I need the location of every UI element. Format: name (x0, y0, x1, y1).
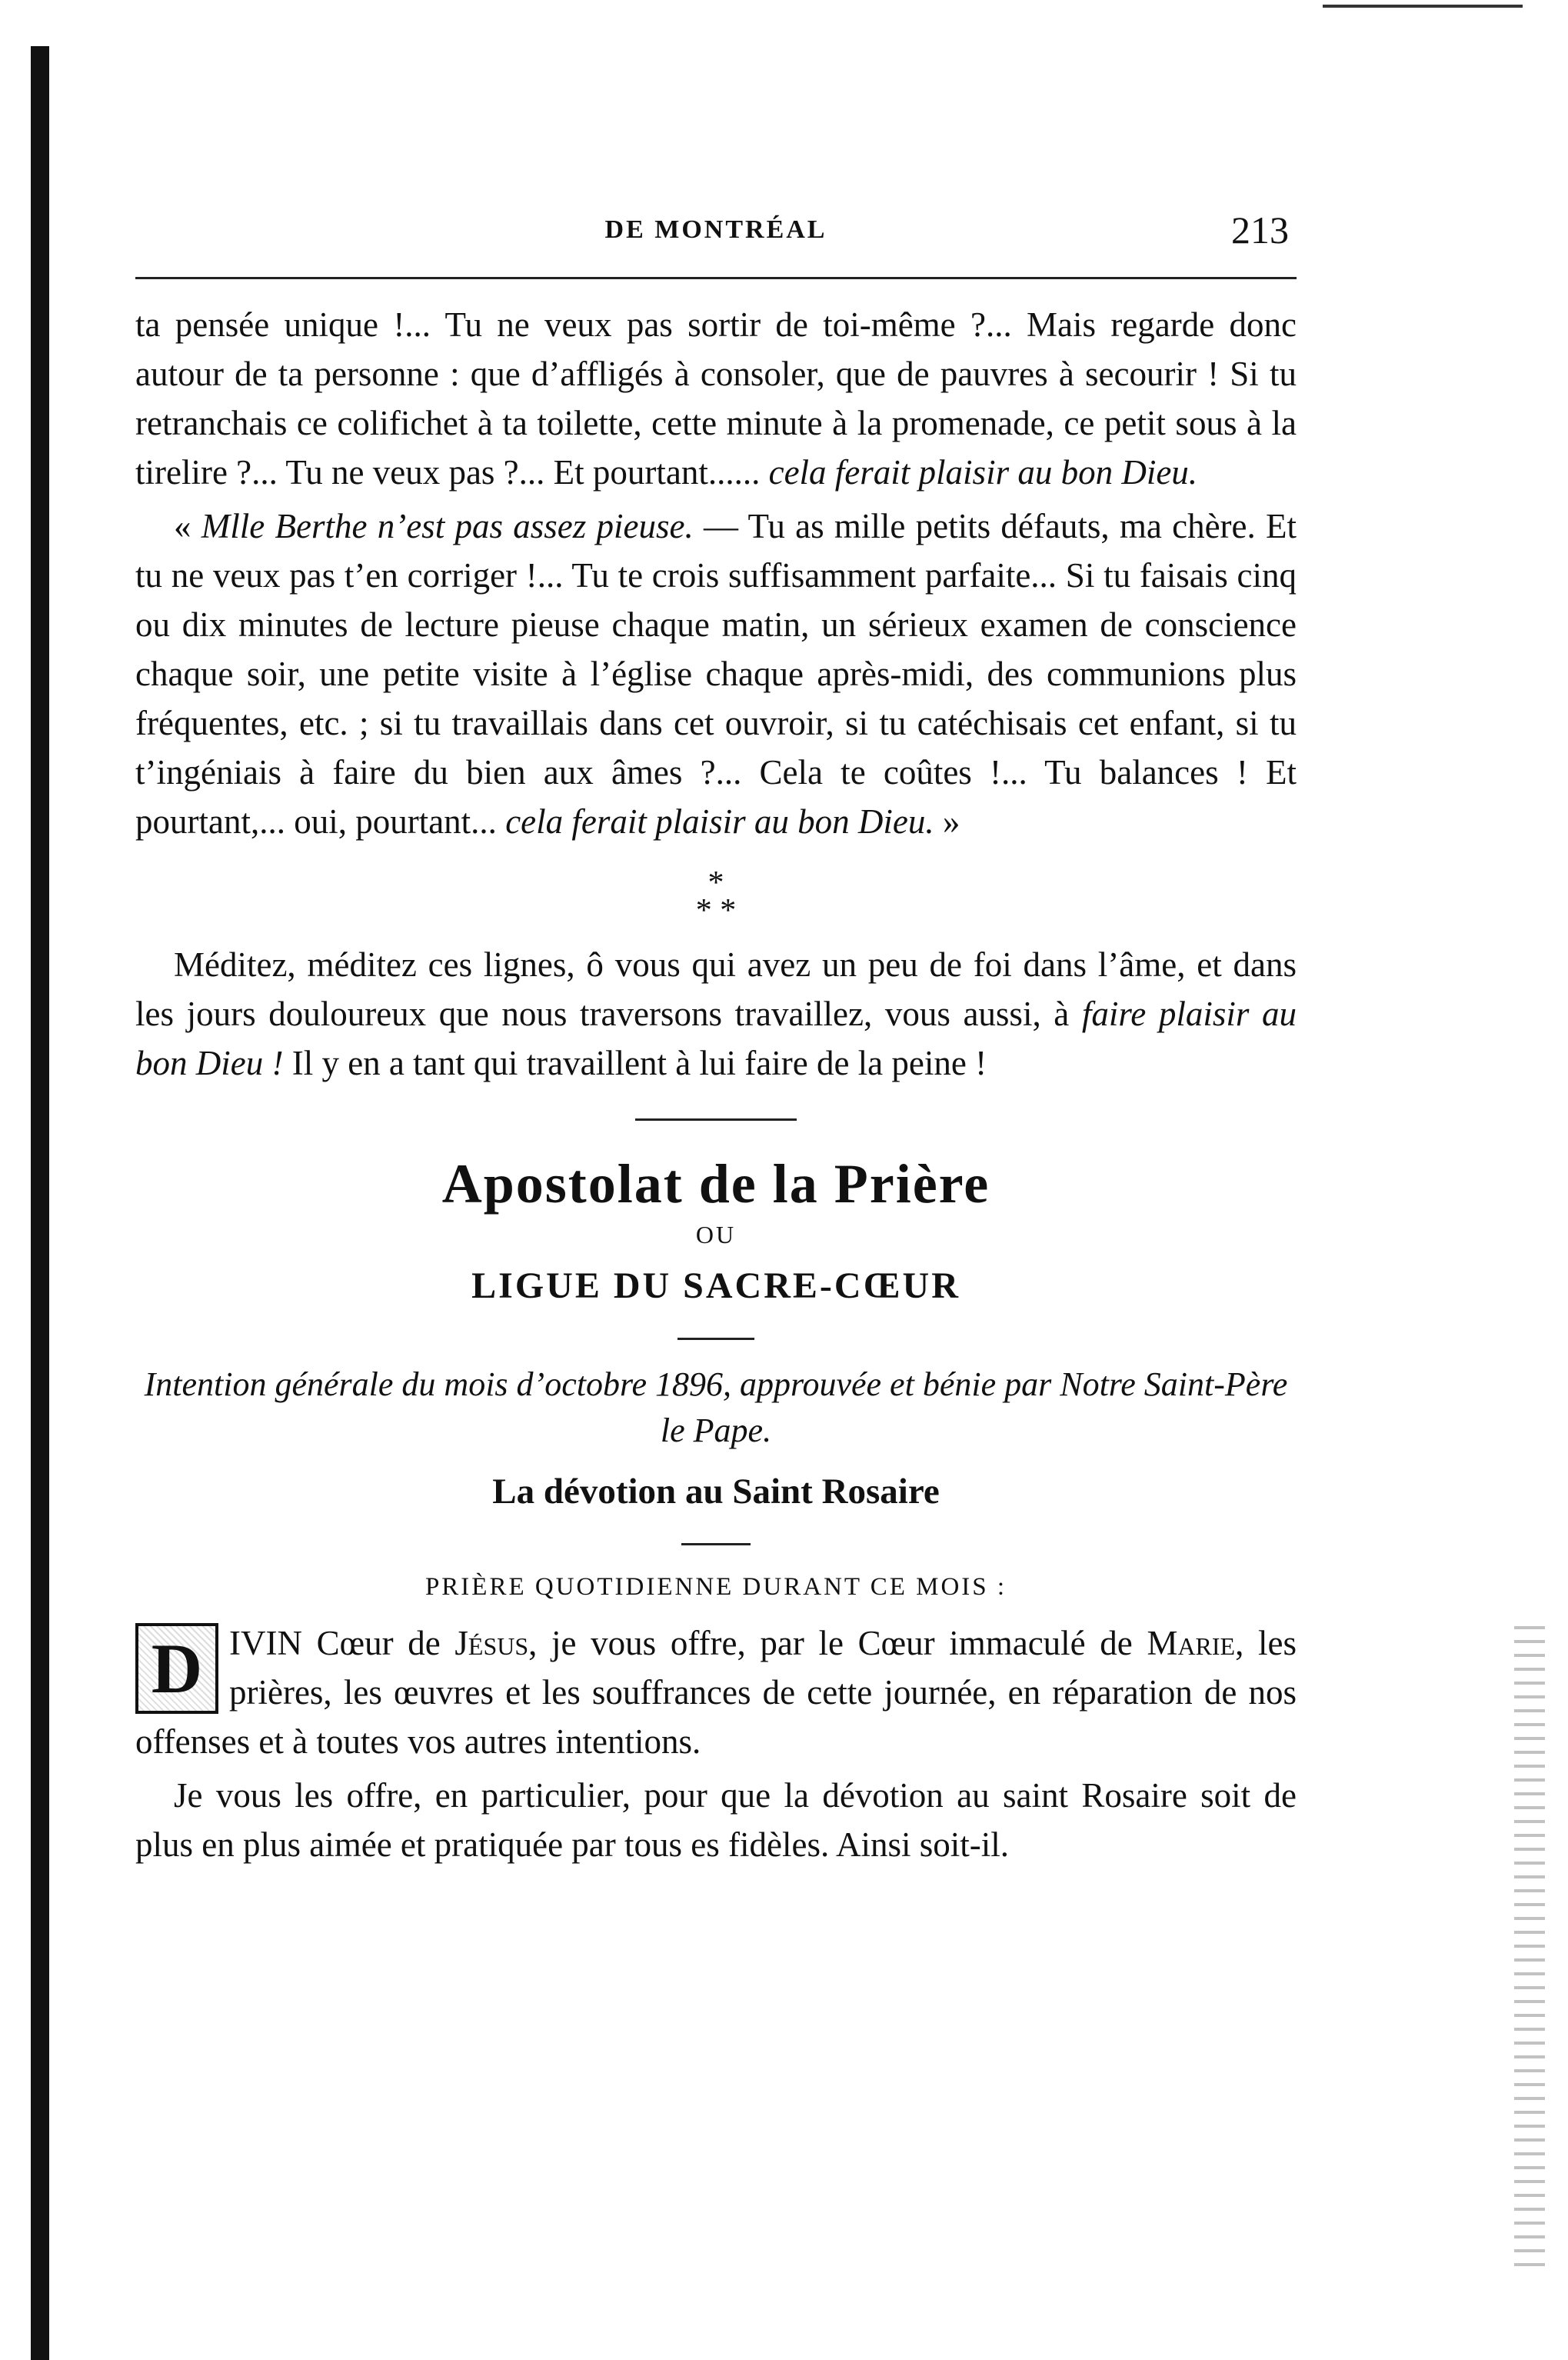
text-span: Méditez, méditez ces lignes, ô vous qui avez un peu de foi dans l’âme, et dans les jours douloureux que nous traversons travaillez, vous aussi, à (135, 945, 1297, 1033)
italic-span: cela ferait plaisir au bon Dieu. (505, 802, 934, 841)
scan-artifact-line (1323, 5, 1523, 8)
prayer-heading: PRIÈRE QUOTIDIENNE DURANT CE MOIS : (424, 1573, 1007, 1601)
devotion-title: La dévotion au Saint Rosaire (492, 1472, 940, 1512)
text-span: « (174, 507, 201, 545)
drop-cap: D (135, 1623, 218, 1714)
text-span: ta pensée unique !... Tu ne veux pas sortir de toi-même ?... Mais regarde donc autour de ta personne : que d’affligés à consoler, que de pauvres à secourir ! Si tu retranchais ce colifichet à ta toilette, cette minute à la promenade, ce petit sous à la tirelire ?... Tu ne veux pas ?... Et pourtant...... (135, 305, 1297, 492)
page-header (135, 192, 1297, 254)
text-span: , je vous offre, par le Cœur immaculé de (528, 1624, 1147, 1662)
asterism-top-star: * (707, 865, 724, 901)
asterism-right-star: * (720, 893, 737, 928)
text-span: IVIN Cœur de (229, 1624, 455, 1662)
prayer-text (135, 1618, 1297, 1869)
text-span: — Tu as mille petits défauts, ma chère. Et tu ne veux pas t’en corriger !... Tu te crois suffisamment parfaite... Si tu faisais cinq ou dix minutes de lecture pieuse chaque matin, un sérieux examen de conscience chaque soir, une petite visite à l’église chaque après-midi, des communions plus fréquentes, etc. ; si tu travaillais dans cet ouvroir, si tu catéchisais cet enfant, si tu t’ingéniais à faire du bien aux âmes ?... Cela te coûtes !... Tu balances ! Et pourtant,... oui, pourtant... (135, 507, 1297, 841)
intention-text: Intention générale du mois d’octobre 1896, approuvée et bénie par Notre Saint-Père le Pape. (144, 1365, 1288, 1449)
devotion-divider (681, 1543, 751, 1545)
section-title: Apostolat de la Prière (441, 1153, 990, 1215)
section-subtitle: LIGUE DU SACRE-CŒUR (471, 1265, 960, 1306)
asterism (135, 865, 1297, 928)
subtitle-divider (677, 1338, 754, 1340)
text-span: , les prières, les œuvres et les souffrances de cette journée, en réparation de nos offenses et à toutes vos autres intentions. (135, 1624, 1297, 1761)
text-span: » (934, 802, 960, 841)
body-text (135, 300, 1297, 1088)
prayer-paragraph-1 (135, 1618, 1297, 1766)
italic-span: Mlle Berthe n’est pas assez pieuse. (201, 507, 694, 545)
header-rule (135, 277, 1297, 279)
italic-span: cela ferait plaisir au bon Dieu. (768, 453, 1198, 492)
italic-span: faire plaisir au bon Dieu ! (135, 995, 1297, 1082)
closing-paragraph (135, 940, 1297, 1088)
section-or: OU (695, 1221, 737, 1248)
text-span: Il y en a tant qui travaillent à lui faire de la peine ! (283, 1044, 987, 1082)
asterism-left-star: * (695, 893, 712, 928)
running-head: DE MONTRÉAL (604, 215, 827, 244)
name-marie: Marie (1147, 1624, 1236, 1662)
paragraph-2 (135, 502, 1297, 846)
page-edge-shadow (31, 46, 49, 2360)
paragraph-1 (135, 300, 1297, 497)
page-number: 213 (1231, 208, 1289, 252)
prayer-paragraph-2: Je vous les offre, en particulier, pour que la dévotion au saint Rosaire soit de plus en plus aimée et pratiquée par tous es fidèles. Ainsi soit-il. (135, 1776, 1297, 1864)
section-divider (635, 1118, 797, 1121)
book-page (135, 192, 1297, 1869)
scan-noise (1514, 1615, 1545, 2277)
name-jesus: Jésus (454, 1624, 529, 1662)
